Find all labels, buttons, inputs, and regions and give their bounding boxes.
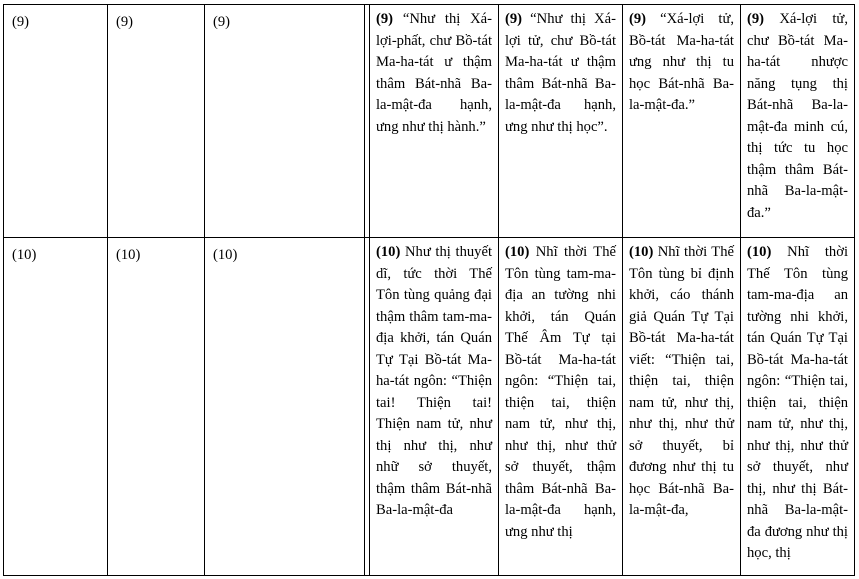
verse-cell — [741, 5, 855, 238]
cell-number: (10) — [4, 238, 108, 576]
verse-cell — [370, 5, 499, 238]
verse-cell — [623, 238, 741, 576]
verse-text: Nhĩ thời Thế Tôn tùng tam-ma-địa an tường nhi khởi, tán Quán Tự Tại Bồ-tát Ma-ha-tát ngôn: “Thiện tai, thiện tai, thiện nam tử, như thị, như thị, như thử sở thuyết, như thị, như thị Bát-nhã Ba-la-mật-đa đương như thị học, thị — [747, 244, 848, 561]
verse-cell — [370, 238, 499, 576]
cell-number: (10) — [205, 238, 365, 576]
verse-text: Như thị thuyết dĩ, tức thời Thế Tôn tùng quảng đại thậm thâm tam-ma-địa khởi, tán Quán Tự Tại Bồ-tát Ma-ha-tát ngôn: “Thiện tai! Thiện tai! Thiện nam tử, như thị như thị, như nhữ sở thuyết, thậm thâm Bát-nhã Ba-la-mật-đa — [376, 244, 492, 518]
cell-number: (9) — [108, 5, 205, 238]
verse-cell — [499, 238, 623, 576]
verse-text: “Xá-lợi tử, Bồ-tát Ma-ha-tát ưng như thị tu học Bát-nhã Ba-la-mật-đa.” — [629, 11, 734, 113]
comparison-table — [3, 4, 855, 576]
verse-text: Nhĩ thời Thế Tôn tùng bỉ định khởi, cáo thánh giả Quán Tự Tại Bồ-tát Ma-ha-tát viết: “Thiện tai, thiện tai, thiện nam tử, như thị, như thị, như thử sở thuyết, bỉ đương như thị tu học Bát-nhã Ba-la-mật-đa, — [629, 244, 734, 518]
verse-number: (10) — [505, 244, 530, 260]
table-row — [4, 5, 855, 238]
verse-number: (9) — [505, 11, 523, 27]
cell-number: (9) — [4, 5, 108, 238]
verse-cell — [499, 5, 623, 238]
verse-number: (9) — [376, 11, 394, 27]
verse-cell — [741, 238, 855, 576]
verse-number: (10) — [629, 244, 654, 260]
cell-number: (9) — [205, 5, 365, 238]
verse-number: (9) — [747, 11, 765, 27]
verse-text: Xá-lợi tử, chư Bồ-tát Ma-ha-tát nhược năng tụng thị Bát-nhã Ba-la-mật-đa minh cú, thị tức tu học thậm thâm Bát-nhã Ba-la-mật-đa.” — [747, 11, 848, 221]
verse-text: “Như thị Xá-lợi tử, chư Bồ-tát Ma-ha-tát ư thậm thâm Bát-nhã Ba-la-mật-đa hạnh, ưng như thị học”. — [505, 11, 616, 135]
cell-number: (10) — [108, 238, 205, 576]
table-row — [4, 238, 855, 576]
verse-text: Nhĩ thời Thế Tôn tùng tam-ma-địa an tường nhi khởi, tán Quán Thế Âm Tự tại Bồ-tát Ma-ha-tát ngôn: “Thiện tai, thiện tai, thiện nam tử, như thị, như thị, như thử sở thuyết, thậm thâm Bát-nhã Ba-la-mật-đa hạnh, ưng như thị — [505, 244, 616, 540]
verse-cell — [623, 5, 741, 238]
verse-number: (10) — [376, 244, 401, 260]
verse-number: (9) — [629, 11, 647, 27]
verse-number: (10) — [747, 244, 772, 260]
verse-text: “Như thị Xá-lợi-phất, chư Bồ-tát Ma-ha-tát ư thậm thâm Bát-nhã Ba-la-mật-đa hạnh, ưng như thị hành.” — [376, 11, 492, 135]
